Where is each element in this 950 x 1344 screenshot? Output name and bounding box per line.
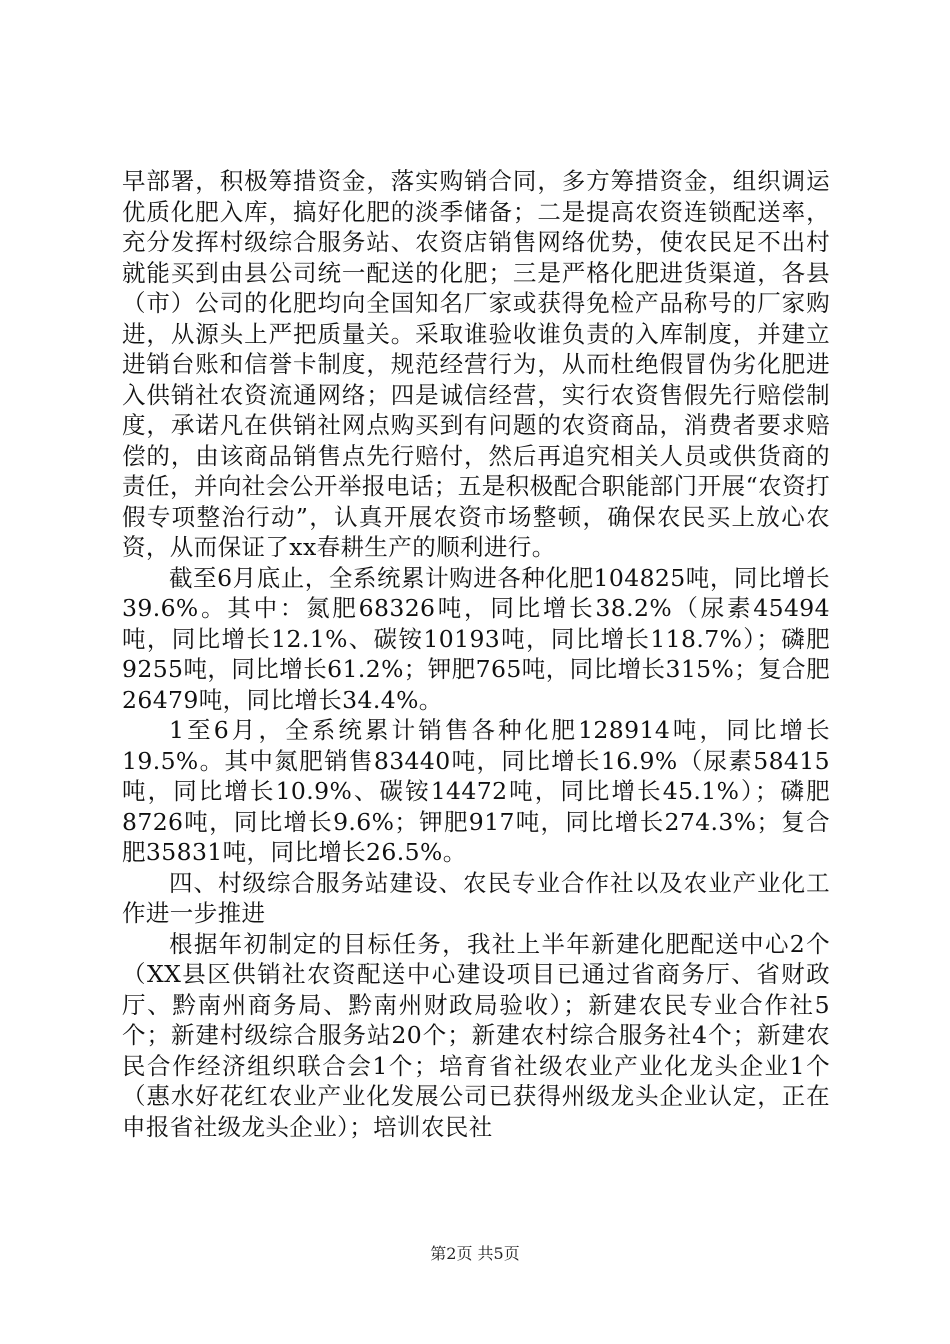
paragraph-purchase-stats: 截至6月底止，全系统累计购进各种化肥104825吨，同比增长39.6%。其中：氮肥68326吨，同比增长38.2%（尿素45494吨，同比增长12.1%、碳铵10193吨，同比增长118.7%）；磷肥9255吨，同比增长61.2%；钾肥765吨，同比增长315%；复合肥26479吨，同比增长34.4%。 bbox=[122, 563, 830, 714]
section-heading-four: 四、村级综合服务站建设、农民专业合作社以及农业产业化工作进一步推进 bbox=[122, 868, 830, 927]
paragraph-continuation: 早部署，积极筹措资金，落实购销合同，多方筹措资金，组织调运优质化肥入库，搞好化肥的淡季储备；二是提高农资连锁配送率，充分发挥村级综合服务站、农资店销售网络优势，使农民足不出村就能买到由县公司统一配送的化肥；三是严格化肥进货渠道，各县（市）公司的化肥均向全国知名厂家或获得免检产品称号的厂家购进，从源头上严把质量关。采取谁验收谁负责的入库制度，并建立进销台账和信誉卡制度，规范经营行为，从而杜绝假冒伪劣化肥进入供销社农资流通网络；四是诚信经营，实行农资售假先行赔偿制度，承诺凡在供销社网点购买到有问题的农资商品，消费者要求赔偿的，由该商品销售点先行赔付，然后再追究相关人员或供货商的责任，并向社会公开举报电话；五是积极配合职能部门开展“农资打假专项整治行动”，认真开展农资市场整顿，确保农民买上放心农资，从而保证了xx春耕生产的顺利进行。 bbox=[122, 167, 830, 561]
paragraph-sales-stats: 1至6月，全系统累计销售各种化肥128914吨，同比增长19.5%。其中氮肥销售83440吨，同比增长16.9%（尿素58415吨，同比增长10.9%、碳铵14472吨，同比增长45.1%）；磷肥8726吨，同比增长9.6%；钾肥917吨，同比增长274.3%；复合肥35831吨，同比增长26.5%。 bbox=[122, 716, 830, 866]
page-number-footer: 第2页 共5页 bbox=[430, 1244, 520, 1263]
document-body bbox=[122, 166, 830, 1142]
paragraph-targets: 根据年初制定的目标任务，我社上半年新建化肥配送中心2个（XX县区供销社农资配送中心建设项目已通过省商务厅、省财政厅、黔南州商务局、黔南州财政局验收）；新建农民专业合作社5个；新建村级综合服务站20个；新建农村综合服务社4个；新建农民合作经济组织联合会1个；培育省社级农业产业化龙头企业1个（惠水好花红农业产业化发展公司已获得州级龙头企业认定，正在申报省社级龙头企业）；培训农民社 bbox=[122, 929, 830, 1141]
